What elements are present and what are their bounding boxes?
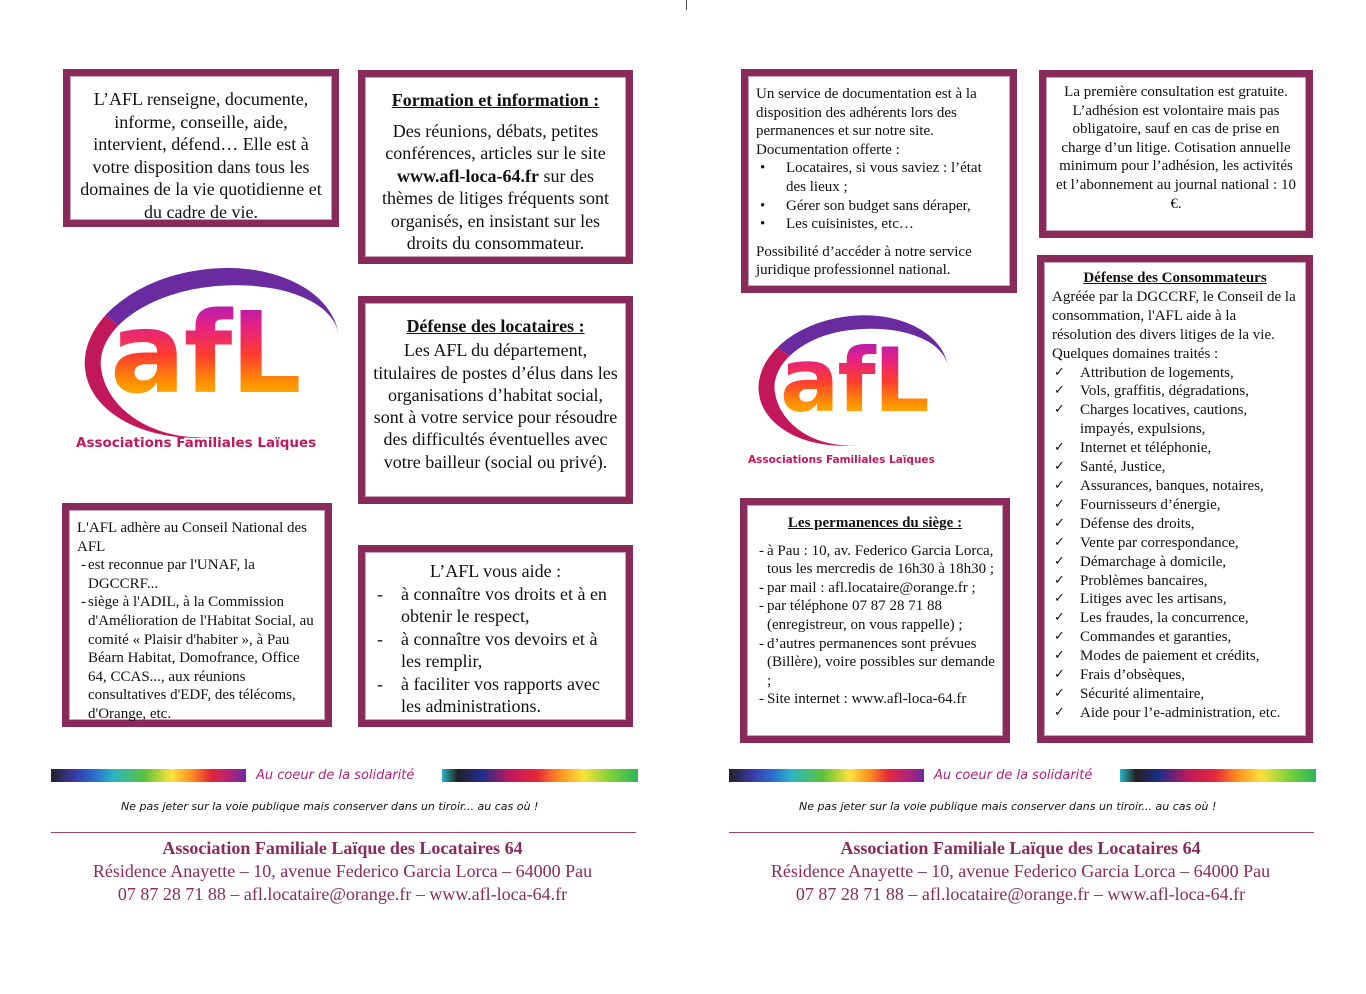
list-item: • Gérer son budget sans déraper, <box>756 197 1002 216</box>
rainbow-band-left-b <box>442 769 638 782</box>
footer-address: Résidence Anayette – 10, avenue Federico Garcia Lorca – 64000 Pau <box>92 861 593 881</box>
logo-letters: afL <box>780 322 928 440</box>
permanences-list <box>755 542 995 709</box>
logo-subtitle: Associations Familiales Laïques <box>76 435 317 451</box>
footer-contact: 07 87 28 71 88 – afl.locataire@orange.fr – www.afl-loca-64.fr <box>117 884 568 904</box>
formation-text: Des réunions, débats, petites conférences, articles sur le site www.afl-loca-64.fr sur des thèmes de litiges fréquents sont organisés, en insistant sur les droits du consommateur. <box>382 120 609 253</box>
list-item: - d’autres permanences sont prévues (Billère), voire possibles sur demande ; <box>755 635 995 691</box>
conseil-box <box>62 503 332 727</box>
consommateurs-box <box>1037 255 1313 743</box>
footer-left <box>40 837 645 906</box>
list-item: - est reconnue par l'UNAF, la DGCCRF... <box>77 556 317 593</box>
aide-box <box>358 545 633 727</box>
list-item: • Les cuisinistes, etc… <box>756 215 1002 234</box>
conseil-list <box>77 556 317 723</box>
rainbow-band-right-b <box>1120 769 1316 782</box>
list-item: ✓ Assurances, banques, notaires, <box>1052 477 1298 496</box>
list-item: ✓ Charges locatives, cautions, impayés, expulsions, <box>1052 401 1298 439</box>
documentation-outro: Possibilité d’accéder à notre service juridique professionnel national. <box>756 243 972 279</box>
permanences-title: Les permanences du siège : <box>787 515 963 531</box>
note-left: Ne pas jeter sur la voie publique mais conserver dans un tiroir... au cas où ! <box>121 800 539 813</box>
documentation-intro: Un service de documentation est à la disposition des adhérents lors des permanences et sur notre site. <box>756 86 977 140</box>
list-item: - par mail : afl.locataire@orange.fr ; <box>755 579 995 598</box>
list-item: ✓ Aide pour l’e-administration, etc. <box>1052 704 1298 723</box>
list-item: ✓ Internet et téléphonie, <box>1052 439 1298 458</box>
list-item: ✓ Défense des droits, <box>1052 515 1298 534</box>
conseil-intro: L'AFL adhère au Conseil National des AFL <box>77 520 308 555</box>
intro-box <box>63 69 339 227</box>
note-right: Ne pas jeter sur la voie publique mais conserver dans un tiroir... au cas où ! <box>799 800 1217 813</box>
list-item: - siège à l'ADIL, à la Commission d'Amélioration de l'Habitat Social, au comité « Plaisir d'habiter », à Pau Béarn Habitat, Domofrance, Office 64, CCAS..., aux réunions consultatives d'EDF, des télécoms, d'Orange, etc. <box>77 593 317 723</box>
list-item: ✓ Fournisseurs d’énergie, <box>1052 496 1298 515</box>
intro-text: L’AFL renseigne, documente, informe, conseille, aide, intervient, défend… Elle est à votre disposition dans tous les domaines de la vie quotidienne et du cadre de vie. <box>80 89 322 222</box>
footer-right <box>718 837 1323 906</box>
footer-name: Association Familiale Laïque des Locataires 64 <box>162 838 523 858</box>
aide-title: L’AFL vous aide : <box>429 561 562 581</box>
list-item: - à faciliter vos rapports avec les administrations. <box>373 673 618 718</box>
list-item: ✓ Modes de paiement et crédits, <box>1052 647 1298 666</box>
list-item: ✓ Santé, Justice, <box>1052 458 1298 477</box>
footer-name: Association Familiale Laïque des Locataires 64 <box>840 838 1201 858</box>
documentation-offered: Documentation offerte : <box>756 141 900 158</box>
permanences-box <box>740 498 1010 743</box>
afl-logo-left <box>72 265 317 455</box>
documentation-list <box>756 159 1002 233</box>
list-item: ✓ Frais d’obsèques, <box>1052 666 1298 685</box>
documentation-box <box>741 69 1017 293</box>
locataires-text: Les AFL du département, titulaires de postes d’élus dans les organisations d’habitat social, sont à votre service pour résoudre des difficultés éventuelles avec votre bailleur (social ou privé). <box>373 340 618 472</box>
consultation-box <box>1039 70 1313 238</box>
locataires-box <box>358 296 633 504</box>
locataires-title: Défense des locataires : <box>406 316 585 336</box>
list-item: - à connaître vos droits et à en obtenir le respect, <box>373 583 618 628</box>
formation-title: Formation et information : <box>391 90 600 110</box>
footer-rule-left <box>51 832 636 833</box>
afl-logo-right <box>748 314 935 474</box>
list-item: ✓ Attribution de logements, <box>1052 364 1298 383</box>
formation-box <box>358 70 633 264</box>
page-fold-mark <box>686 0 687 10</box>
consommateurs-list <box>1052 364 1298 723</box>
consommateurs-title: Défense des Consommateurs <box>1083 270 1267 286</box>
list-item: ✓ Problèmes bancaires, <box>1052 572 1298 591</box>
list-item: ✓ Litiges avec les artisans, <box>1052 590 1298 609</box>
logo-subtitle: Associations Familiales Laïques <box>748 454 935 466</box>
footer-contact: 07 87 28 71 88 – afl.locataire@orange.fr – www.afl-loca-64.fr <box>795 884 1246 904</box>
rainbow-band-left-a <box>51 769 246 782</box>
list-item: ✓ Sécurité alimentaire, <box>1052 685 1298 704</box>
aide-list <box>373 583 618 718</box>
list-item: ✓ Vente par correspondance, <box>1052 534 1298 553</box>
list-item: - à Pau : 10, av. Federico Garcia Lorca, tous les mercredis de 16h30 à 18h30 ; <box>755 542 995 579</box>
list-item: • Locataires, si vous saviez : l’état des lieux ; <box>756 159 1002 196</box>
footer-rule-right <box>729 832 1314 833</box>
list-item: - Site internet : www.afl-loca-64.fr <box>755 690 995 709</box>
slogan-left: Au coeur de la solidarité <box>256 768 415 783</box>
rainbow-band-right-a <box>729 769 924 782</box>
list-item: ✓ Démarchage à domicile, <box>1052 553 1298 572</box>
list-item: - à connaître vos devoirs et à les remplir, <box>373 628 618 673</box>
logo-letters: afL <box>110 279 300 429</box>
slogan-right: Au coeur de la solidarité <box>934 768 1093 783</box>
formation-site-link[interactable]: www.afl-loca-64.fr <box>397 165 539 186</box>
list-item: ✓ Les fraudes, la concurrence, <box>1052 609 1298 628</box>
list-item: ✓ Commandes et garanties, <box>1052 628 1298 647</box>
consultation-text: La première consultation est gratuite. L’adhésion est volontaire mais pas obligatoire, sauf en cas de prise en charge d’un litige. Cotisation annuelle minimum pour l’adhésion, les activités et l’abonnement au journal national : 10 €. <box>1056 84 1296 212</box>
list-item: - par téléphone 07 87 28 71 88 (enregistreur, on vous rappelle) ; <box>755 597 995 634</box>
list-item: ✓ Vols, graffitis, dégradations, <box>1052 382 1298 401</box>
consommateurs-intro: Agréée par la DGCCRF, le Conseil de la consommation, l'AFL aide à la résolution des divers litiges de la vie. Quelques domaines traités : <box>1052 288 1296 362</box>
footer-address: Résidence Anayette – 10, avenue Federico Garcia Lorca – 64000 Pau <box>770 861 1271 881</box>
